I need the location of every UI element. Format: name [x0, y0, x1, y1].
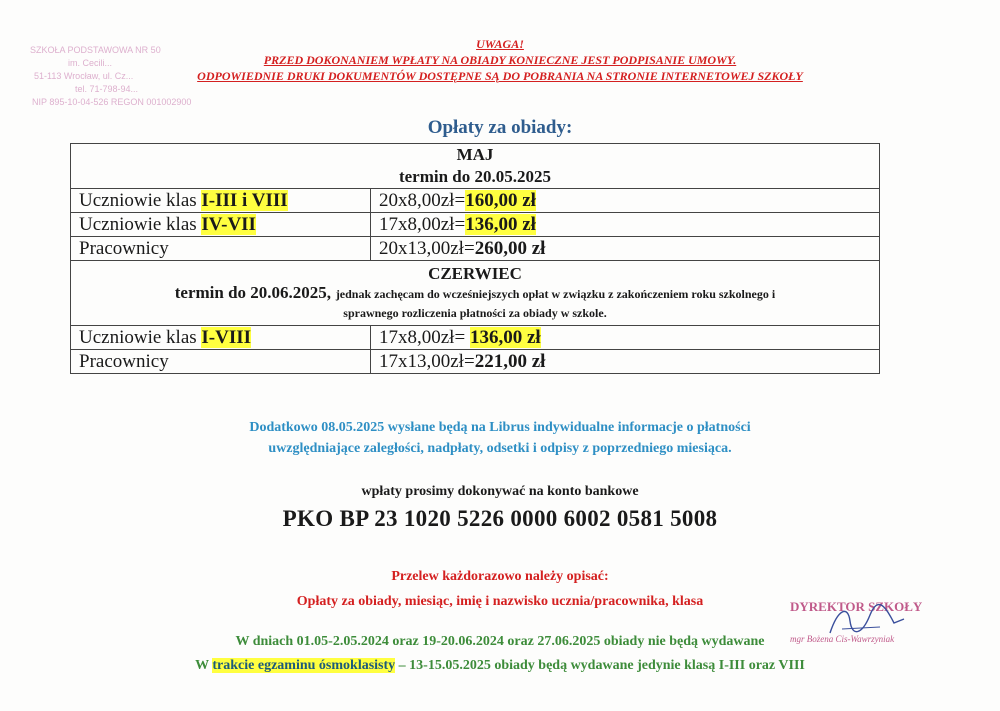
amount-highlight: 136,00 zł: [469, 326, 541, 348]
label-cell: [71, 213, 371, 237]
stamp-line: NIP 895-10-04-526 REGON 001002900: [32, 97, 192, 107]
amount-cell: [371, 326, 880, 350]
info-line: Dodatkowo 08.05.2025 wysłane będą na Librus indywidualne informacje o płatności: [249, 420, 751, 435]
fees-table: [70, 143, 880, 374]
calc-text: 17x8,00zł=: [379, 326, 470, 348]
june-header-cell: [71, 261, 880, 326]
bank-account-number: PKO BP 23 1020 5226 0000 6002 0581 5008: [282, 506, 718, 531]
stamp-line: SZKOŁA PODSTAWOWA NR 50: [30, 45, 161, 55]
calc-text: 17x13,00zł=: [379, 350, 475, 372]
librus-info: [0, 417, 1000, 459]
label-cell: [71, 350, 371, 374]
calc-text: 20x8,00zł=: [379, 189, 466, 211]
label-cell: [71, 189, 371, 213]
days-text: W: [195, 658, 213, 673]
days-text: – 13-15.05.2025 obiady będą wydawane jedynie klasą I-III oraz VIII: [395, 658, 805, 673]
warning-heading: UWAGA!: [476, 37, 524, 51]
amount-highlight: 160,00 zł: [465, 189, 536, 211]
calc-text: 17x8,00zł=: [379, 213, 466, 235]
days-line: [0, 654, 1000, 678]
label-highlight: IV-VII: [201, 213, 256, 235]
may-header-cell: [71, 144, 880, 189]
page-title: Opłaty za obiady:: [427, 117, 573, 138]
warning-line: PRZED DOKONANIEM WPŁATY NA OBIADY KONIECZNE JEST PODPISANIE UMOWY.: [263, 53, 737, 67]
amount-highlight: 136,00 zł: [465, 213, 536, 235]
label-text: Pracownicy: [79, 237, 169, 259]
director-title: DYREKTOR SZKOŁY: [790, 599, 923, 614]
amount-cell: [371, 189, 880, 213]
transfer-line: Przelew każdorazowo należy opisać:: [391, 569, 609, 584]
table-row: [71, 237, 880, 261]
june-note: sprawnego rozliczenia płatności za obiady w szkole.: [343, 306, 607, 320]
stamp-line: tel. 71-798-94...: [75, 84, 139, 94]
director-name: mgr Bożena Cis-Wawrzyniak: [790, 634, 895, 644]
table-row: [71, 326, 880, 350]
payment-lead: wpłaty prosimy dokonywać na konto bankowe: [361, 484, 639, 499]
label-text: Uczniowie klas: [79, 326, 202, 348]
warning-notice: [130, 36, 870, 84]
june-header-row: [71, 261, 880, 326]
label-text: Uczniowie klas: [79, 189, 202, 211]
amount-text: 260,00 zł: [474, 237, 546, 259]
stamp-line: 51-113 Wrocław, ul. Cz...: [34, 71, 134, 81]
label-highlight: I-VIII: [201, 326, 252, 348]
amount-cell: [371, 350, 880, 374]
calc-text: 20x13,00zł=: [379, 237, 475, 259]
may-header-row: [71, 144, 880, 189]
exam-highlight: trakcie egzaminu ósmoklasisty: [212, 658, 396, 673]
may-month: MAJ: [456, 145, 494, 164]
label-cell: [71, 237, 371, 261]
may-deadline: termin do 20.05.2025: [398, 167, 552, 186]
serving-days-notice: [0, 630, 1000, 678]
table-row: [71, 213, 880, 237]
label-cell: [71, 326, 371, 350]
june-month: CZERWIEC: [428, 264, 522, 283]
label-text: Pracownicy: [79, 350, 169, 372]
stamp-line: im. Cecili...: [68, 58, 113, 68]
amount-cell: [371, 213, 880, 237]
amount-text: 221,00 zł: [474, 350, 546, 372]
info-line: uwzględniające zaległości, nadpłaty, odsetki i odpisy z poprzedniego miesiąca.: [268, 441, 732, 456]
june-note: jednak zachęcam do wcześniejszych opłat w związku z zakończeniem roku szkolnego i: [335, 287, 776, 301]
days-line: W dniach 01.05-2.05.2024 oraz 19-20.06.2024 oraz 27.06.2025 obiady nie będą wydawane: [235, 634, 765, 649]
amount-cell: [371, 237, 880, 261]
june-deadline: termin do 20.06.2025,: [174, 283, 332, 302]
label-text: Uczniowie klas: [79, 213, 202, 235]
table-row: [71, 350, 880, 374]
warning-line: ODPOWIEDNIE DRUKI DOKUMENTÓW DOSTĘPNE SĄ DO POBRANIA NA STRONIE INTERNETOWEJ SZKOŁY: [197, 69, 803, 83]
transfer-line: Opłaty za obiady, miesiąc, imię i nazwisko ucznia/pracownika, klasa: [296, 594, 704, 609]
label-highlight: I-III i VIII: [201, 189, 288, 211]
table-row: [71, 189, 880, 213]
